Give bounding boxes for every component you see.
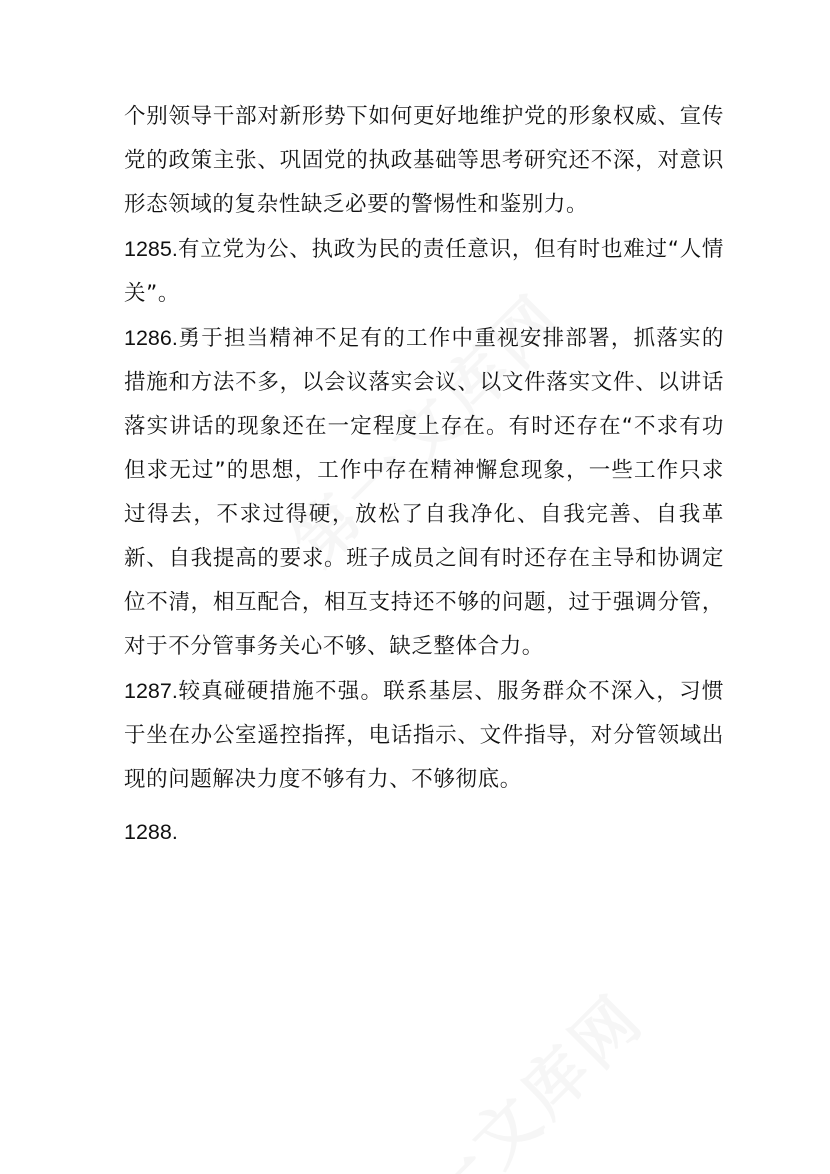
watermark (349, 970, 662, 1174)
paragraph-text: 个别领导干部对新形势下如何更好地维护党的形象权威、宣传党的政策主张、巩固党的执政基础等思考研究还不深，对意识形态领域的复杂性缺乏必要的警惕性和鉴别力。 (124, 104, 724, 217)
item-number: 1287. (124, 679, 178, 703)
item-number: 1286. (124, 326, 178, 350)
paragraph (124, 810, 724, 855)
paragraph (124, 227, 724, 316)
item-number: 1288. (124, 820, 178, 844)
paragraph-text: 勇于担当精神不足有的工作中重视安排部署，抓落实的措施和方法不多，以会议落实会议、以文件落实文件、以讲话落实讲话的现象还在一定程度上存在。有时还存在“不求有功但求无过”的思想，工作中存在精神懈怠现象，一些工作只求过得去，不求过得硬，放松了自我净化、自我完善、自我革新、自我提高的要求。班子成员之间有时还存在主导和协调定位不清，相互配合，相互支持还不够的问题，过于强调分管，对于不分管事务关心不够、缺乏整体合力。 (124, 326, 724, 659)
paragraph-text: 有立党为公、执政为民的责任意识，但有时也难过“人情关”。 (124, 237, 724, 306)
paragraph-text: 较真碰硬措施不强。联系基层、服务群众不深入，习惯于坐在办公室遥控指挥，电话指示、文件指导，对分管领域出现的问题解决力度不够有力、不够彻底。 (124, 679, 724, 792)
item-number: 1285. (124, 237, 178, 261)
paragraph (124, 669, 724, 802)
document-body (124, 95, 724, 855)
paragraph (124, 95, 724, 227)
paragraph (124, 316, 724, 669)
